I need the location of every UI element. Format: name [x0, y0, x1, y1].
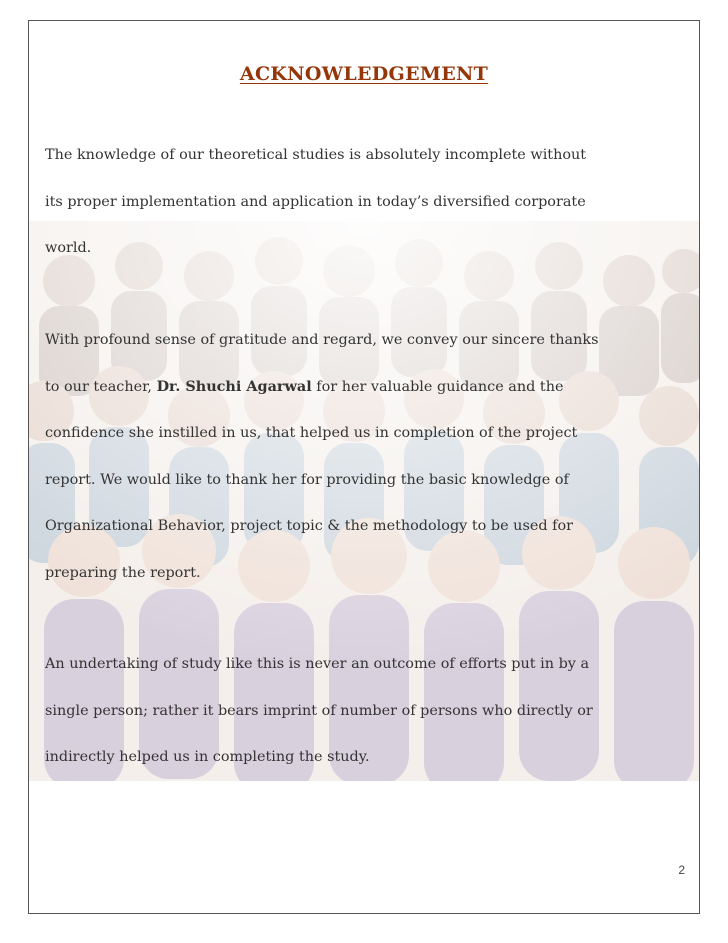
paragraph-line: indirectly helped us in completing the study.	[45, 749, 370, 765]
paragraph-line: confidence she instilled in us, that helped us in completion of the project	[45, 425, 578, 441]
page-number: 2	[678, 863, 685, 877]
paragraph-line: With profound sense of gratitude and regard, we convey our sincere thanks	[45, 332, 599, 348]
page-title: ACKNOWLEDGEMENT	[239, 63, 489, 85]
document-page	[28, 20, 700, 914]
paragraph-line: world.	[45, 240, 92, 256]
line-text-before-name: to our teacher,	[45, 378, 157, 395]
line-text-after-name: for her valuable guidance and the	[311, 378, 564, 395]
paragraph-line	[45, 364, 695, 411]
paragraph-line: its proper implementation and application in today’s diversified corporate	[45, 193, 586, 210]
paragraph-undertaking	[45, 641, 695, 781]
paragraph-line: single person; rather it bears imprint of number of persons who directly or	[45, 702, 593, 719]
paragraph-line: Organizational Behavior, project topic & the methodology to be used for	[45, 518, 574, 534]
paragraph-line: report. We would like to thank her for providing the basic knowledge of	[45, 471, 569, 488]
paragraph-line: preparing the report.	[45, 564, 201, 581]
paragraph-gratitude	[45, 317, 695, 596]
page-content	[29, 21, 699, 913]
paragraph-line: An undertaking of study like this is never an outcome of efforts put in by a	[45, 656, 590, 672]
paragraph-line: The knowledge of our theoretical studies is absolutely incomplete without	[45, 147, 587, 163]
paragraph-intro	[45, 132, 695, 272]
teacher-name: Dr. Shuchi Agarwal	[156, 377, 312, 395]
